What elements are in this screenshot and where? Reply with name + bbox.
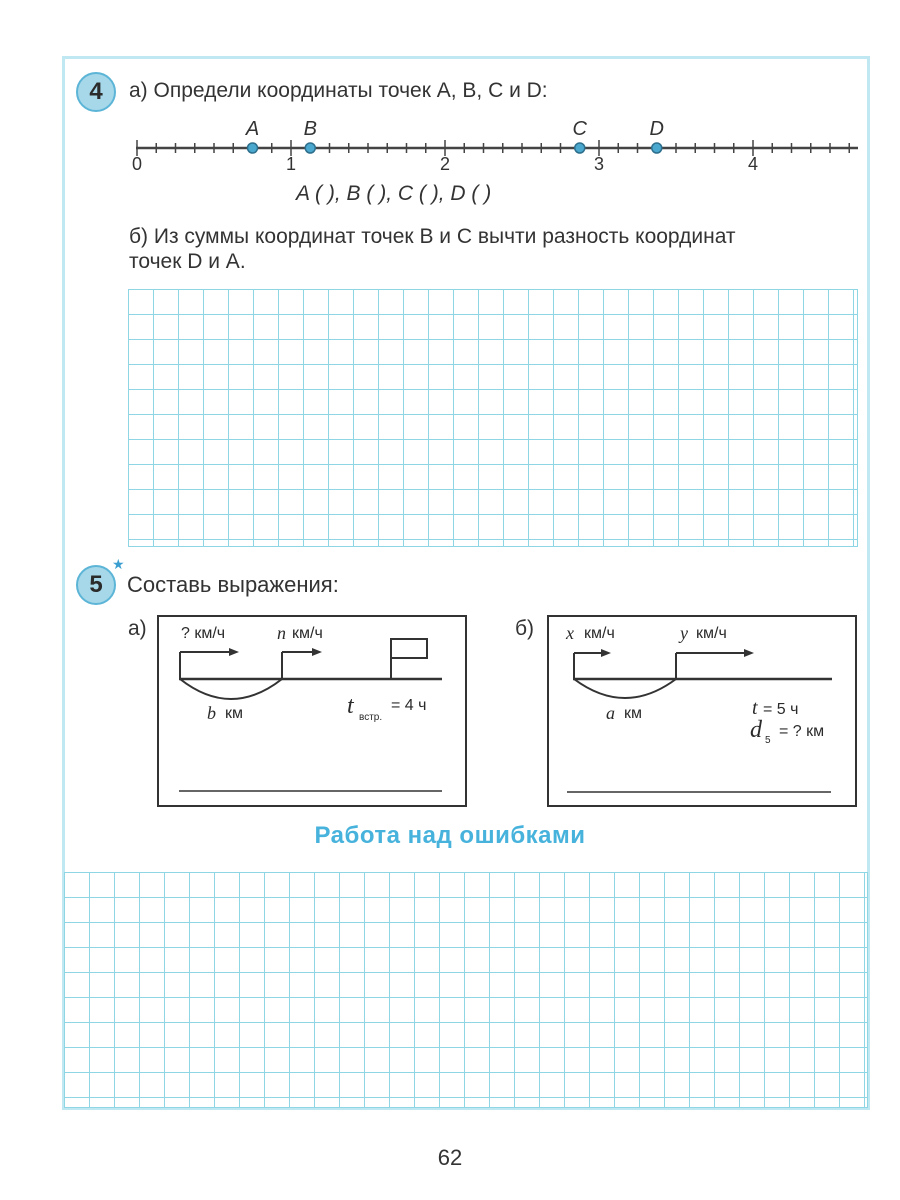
errors-grid[interactable] <box>64 872 868 1108</box>
task-4-answer-grid[interactable] <box>128 289 858 547</box>
time-var: t <box>347 693 354 719</box>
task-5a-label: а) <box>128 617 147 640</box>
errors-heading: Работа над ошибками <box>314 822 586 849</box>
task-5b-diagram <box>547 615 857 807</box>
tick-label: 2 <box>439 154 451 174</box>
task-4a-prompt: а) Определи координаты точек A, B, C и D: <box>129 79 548 102</box>
speed-2-var: n <box>277 623 286 643</box>
speed-1-unit: км/ч <box>584 625 615 642</box>
task-4b-prompt-line1: б) Из суммы координат точек B и C вычти разность координат <box>129 225 736 248</box>
speed-1-label: ? км/ч <box>181 625 226 642</box>
distance-var: a <box>606 703 615 723</box>
tick-label: 0 <box>131 154 143 174</box>
point-label-c: C <box>572 118 587 140</box>
time-value: = 5 ч <box>763 701 799 718</box>
task-5-title: Составь выражения: <box>127 572 339 597</box>
task-5b-label: б) <box>515 617 535 640</box>
page-number: 62 <box>437 1145 463 1170</box>
distance-unit: км <box>225 705 243 722</box>
tick-label: 3 <box>593 154 605 174</box>
time-var: t <box>752 697 758 719</box>
speed-2-unit: км/ч <box>696 625 727 642</box>
point-label-d: D <box>649 118 664 140</box>
task-5-badge <box>76 565 116 605</box>
tick-label: 1 <box>285 154 297 174</box>
task-5-number: 5 <box>89 571 103 598</box>
star-icon: ★ <box>112 556 125 572</box>
distance-unit: км <box>624 705 642 722</box>
speed-2-var: y <box>680 623 688 643</box>
time-value: = 4 ч <box>391 697 427 714</box>
task-5b-scheme <box>549 617 855 805</box>
time-subscript: встр. <box>359 712 383 723</box>
distance-var: b <box>207 703 216 723</box>
speed-2-unit: км/ч <box>292 625 323 642</box>
dist-var: d <box>750 717 762 743</box>
point-label-a: A <box>245 118 260 140</box>
dist-value: = ? км <box>779 723 825 740</box>
task-4-number: 4 <box>89 78 103 105</box>
task-5a-diagram <box>157 615 467 807</box>
task-4a-answer-line: A ( ), B ( ), C ( ), D ( ) <box>296 182 492 205</box>
tick-label: 4 <box>747 154 759 174</box>
task-4b-prompt-line2: точек D и A. <box>129 250 246 273</box>
dist-subscript: 5 <box>765 735 771 746</box>
point-label-b: B <box>303 118 317 140</box>
speed-1-var: x <box>566 623 574 643</box>
